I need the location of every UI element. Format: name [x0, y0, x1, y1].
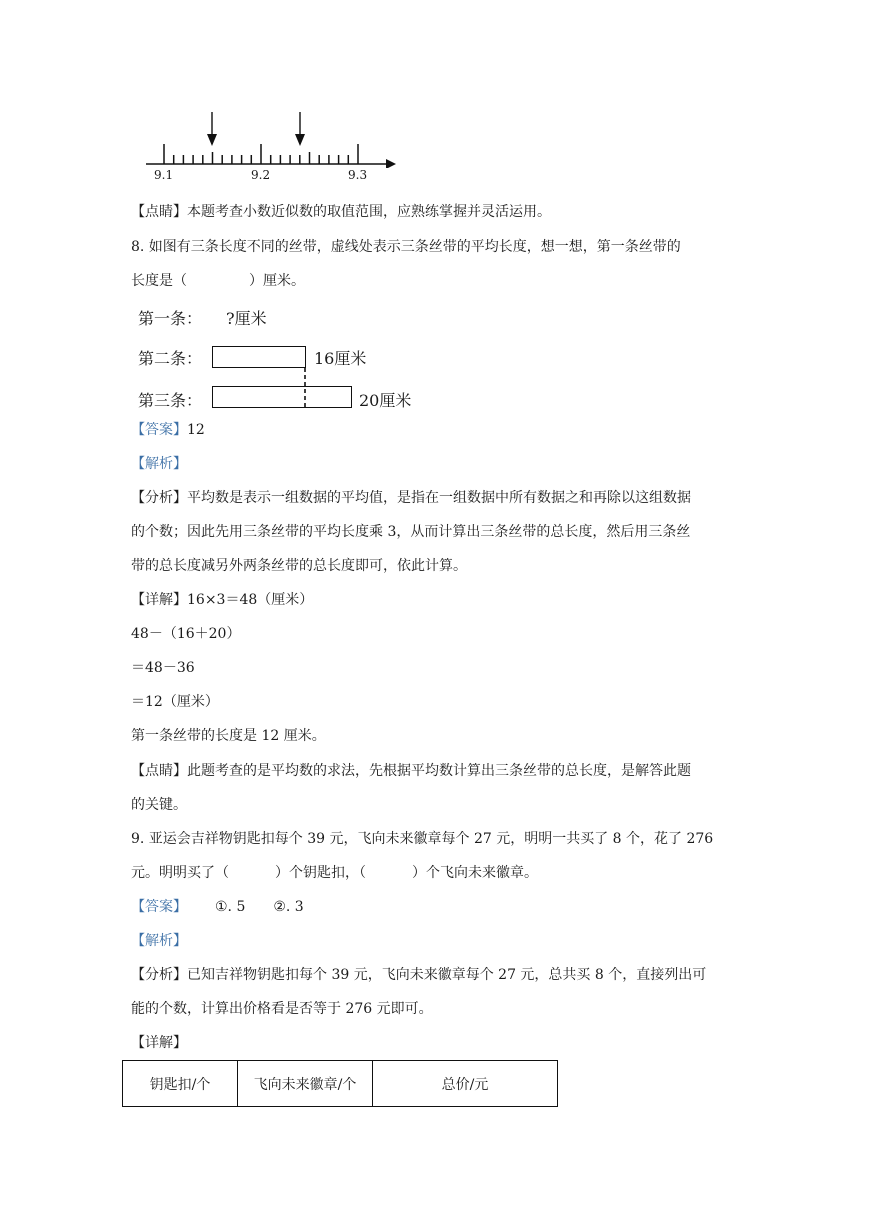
q8-stem-text-a: 长度是（ — [131, 273, 187, 289]
q9-fenxi-line-2: 能的个数，计算出价格看是否等于 276 元即可。 — [131, 1001, 433, 1017]
prev-comment — [131, 202, 551, 222]
q8-comment-line-1 — [131, 761, 691, 781]
q8-detail-line-3: ＝48－36 — [131, 660, 195, 676]
answer-value: 12 — [187, 422, 205, 438]
number-line — [140, 108, 410, 168]
strip1-value: ?厘米 — [226, 309, 267, 328]
answer-tag: 【答案】 — [131, 899, 187, 915]
fenxi-text: 已知吉祥物钥匙扣每个 39 元，飞向未来徽章每个 27 元，总共买 8 个，直接列出可 — [187, 967, 707, 983]
strip2-value: 16厘米 — [314, 349, 367, 368]
q8-fenxi-line-1 — [131, 488, 691, 508]
q8-detail-line-4: ＝12（厘米） — [131, 694, 219, 710]
q9-stem-text-b: ）个钥匙扣，（ — [275, 865, 366, 881]
fenxi-text: 平均数是表示一组数据的平均值，是指在一组数据中所有数据之和再除以这组数据 — [187, 490, 691, 506]
q8-answer — [131, 420, 205, 440]
tick-label-9-3: 9.3 — [348, 168, 368, 182]
q9-stem-line-1: 9. 亚运会吉祥物钥匙扣每个 39 元，飞向未来徽章每个 27 元，明明一共买了 8 个，花了 276 — [131, 831, 714, 847]
q8-stem-line-2 — [131, 271, 305, 291]
answer-1: ①. 5 — [215, 899, 246, 915]
comment-tag: 【点睛】 — [131, 763, 187, 779]
q8-detail-line-2: 48－（16＋20） — [131, 626, 241, 642]
comment-text: 此题考查的是平均数的求法，先根据平均数计算出三条丝带的总长度，是解答此题 — [187, 763, 691, 779]
table-header-cell: 飞向未来徽章/个 — [238, 1061, 373, 1107]
q9-analysis-tag: 【解析】 — [131, 933, 187, 949]
q8-analysis-tag: 【解析】 — [131, 456, 187, 472]
table-header-row — [123, 1061, 558, 1107]
q8-detail-line-5: 第一条丝带的长度是 12 厘米。 — [131, 728, 326, 744]
comment-tag: 【点睛】 — [131, 204, 187, 220]
q9-stem-text-c: ）个飞向未来徽章。 — [412, 865, 538, 881]
strip3-bar — [212, 386, 352, 408]
strip3-value: 20厘米 — [359, 391, 412, 410]
detail-text: 16×3＝48（厘米） — [187, 592, 314, 608]
number-line-figure — [140, 108, 410, 186]
q8-stem-text-b: ）厘米。 — [249, 273, 305, 289]
strip2-name: 第二条： — [138, 349, 203, 368]
q8-detail-line-1 — [131, 590, 313, 610]
axis-arrow-icon — [386, 159, 396, 168]
q9-fenxi-line-1 — [131, 965, 706, 985]
q9-stem-text-a: 元。明明买了（ — [131, 865, 229, 881]
table-header-cell: 钥匙扣/个 — [123, 1061, 238, 1107]
table-header-cell: 总价/元 — [373, 1061, 558, 1107]
strip2-bar — [212, 346, 306, 368]
q8-fenxi-line-2: 的个数；因此先用三条丝带的平均长度乘 3，从而计算出三条丝带的总长度，然后用三条丝 — [131, 524, 691, 540]
q9-detail-table — [122, 1060, 558, 1107]
strip3-name: 第三条： — [138, 391, 203, 410]
ticks — [164, 144, 358, 164]
detail-tag: 【详解】 — [131, 592, 187, 608]
strip1-name: 第一条： — [138, 309, 203, 328]
q9-stem-line-2 — [131, 863, 538, 883]
average-dashed-line — [300, 366, 310, 410]
q9-detail-tag: 【详解】 — [131, 1035, 187, 1051]
q8-fenxi-line-3: 带的总长度减另外两条丝带的总长度即可，依此计算。 — [131, 558, 467, 574]
q8-stem-line-1: 8. 如图有三条长度不同的丝带，虚线处表示三条丝带的平均长度，想一想，第一条丝带的 — [131, 239, 681, 255]
ribbon-figure — [138, 302, 428, 412]
fenxi-tag: 【分析】 — [131, 490, 187, 506]
q8-comment-line-2: 的关键。 — [131, 797, 187, 813]
fenxi-tag: 【分析】 — [131, 967, 187, 983]
tick-label-9-2: 9.2 — [251, 168, 271, 182]
comment-text: 本题考查小数近似数的取值范围，应熟练掌握并灵活运用。 — [187, 204, 551, 220]
answer-2: ②. 3 — [273, 899, 304, 915]
q9-answer — [131, 897, 304, 917]
tick-label-9-1: 9.1 — [154, 168, 174, 182]
answer-tag: 【答案】 — [131, 422, 187, 438]
